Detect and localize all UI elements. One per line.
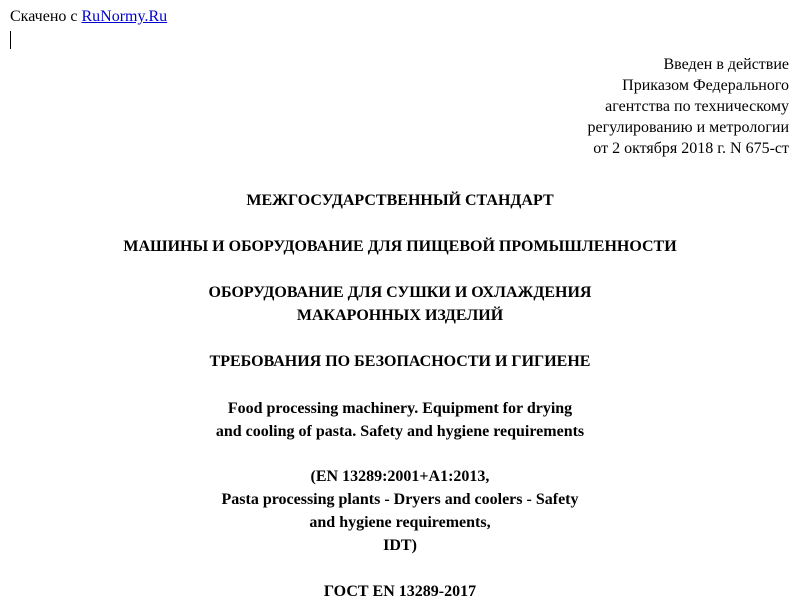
- reference-line: Pasta processing plants - Dryers and coolers - Safety: [221, 491, 579, 508]
- approval-line: Введен в действие: [663, 56, 789, 73]
- standard-type: МЕЖГОСУДАРСТВЕННЫЙ СТАНДАРТ: [246, 192, 554, 209]
- reference-line: and hygiene requirements,: [309, 514, 491, 531]
- english-title: [0, 397, 800, 443]
- title-line: МАКАРОННЫХ ИЗДЕЛИЙ: [296, 307, 504, 324]
- source-prefix: Скачено с: [10, 8, 82, 25]
- approval-line: агентства по техническому: [605, 98, 789, 115]
- source-line: [10, 7, 167, 27]
- reference-line: (EN 13289:2001+A1:2013,: [310, 468, 490, 485]
- approval-line: от 2 октября 2018 г. N 675-ст: [593, 140, 789, 157]
- approval-block: [588, 54, 789, 159]
- reference-block: [0, 465, 800, 557]
- english-title-line: and cooling of pasta. Safety and hygiene requirements: [215, 423, 585, 440]
- title-line: ОБОРУДОВАНИЕ ДЛЯ СУШКИ И ОХЛАЖДЕНИЯ: [208, 284, 592, 301]
- approval-line: регулированию и метрологии: [587, 119, 789, 136]
- standard-category: МАШИНЫ И ОБОРУДОВАНИЕ ДЛЯ ПИЩЕВОЙ ПРОМЫШЛЕННОСТИ: [123, 238, 677, 255]
- source-link[interactable]: RuNormy.Ru: [81, 8, 168, 25]
- standard-title: [0, 281, 800, 327]
- approval-line: Приказом Федерального: [622, 77, 789, 94]
- standard-subtitle: ТРЕБОВАНИЯ ПО БЕЗОПАСНОСТИ И ГИГИЕНЕ: [209, 353, 591, 370]
- standard-designation: ГОСТ EN 13289-2017: [323, 583, 477, 600]
- reference-line: IDT): [383, 537, 417, 554]
- english-title-line: Food processing machinery. Equipment for drying: [227, 400, 573, 417]
- text-cursor: [10, 31, 11, 49]
